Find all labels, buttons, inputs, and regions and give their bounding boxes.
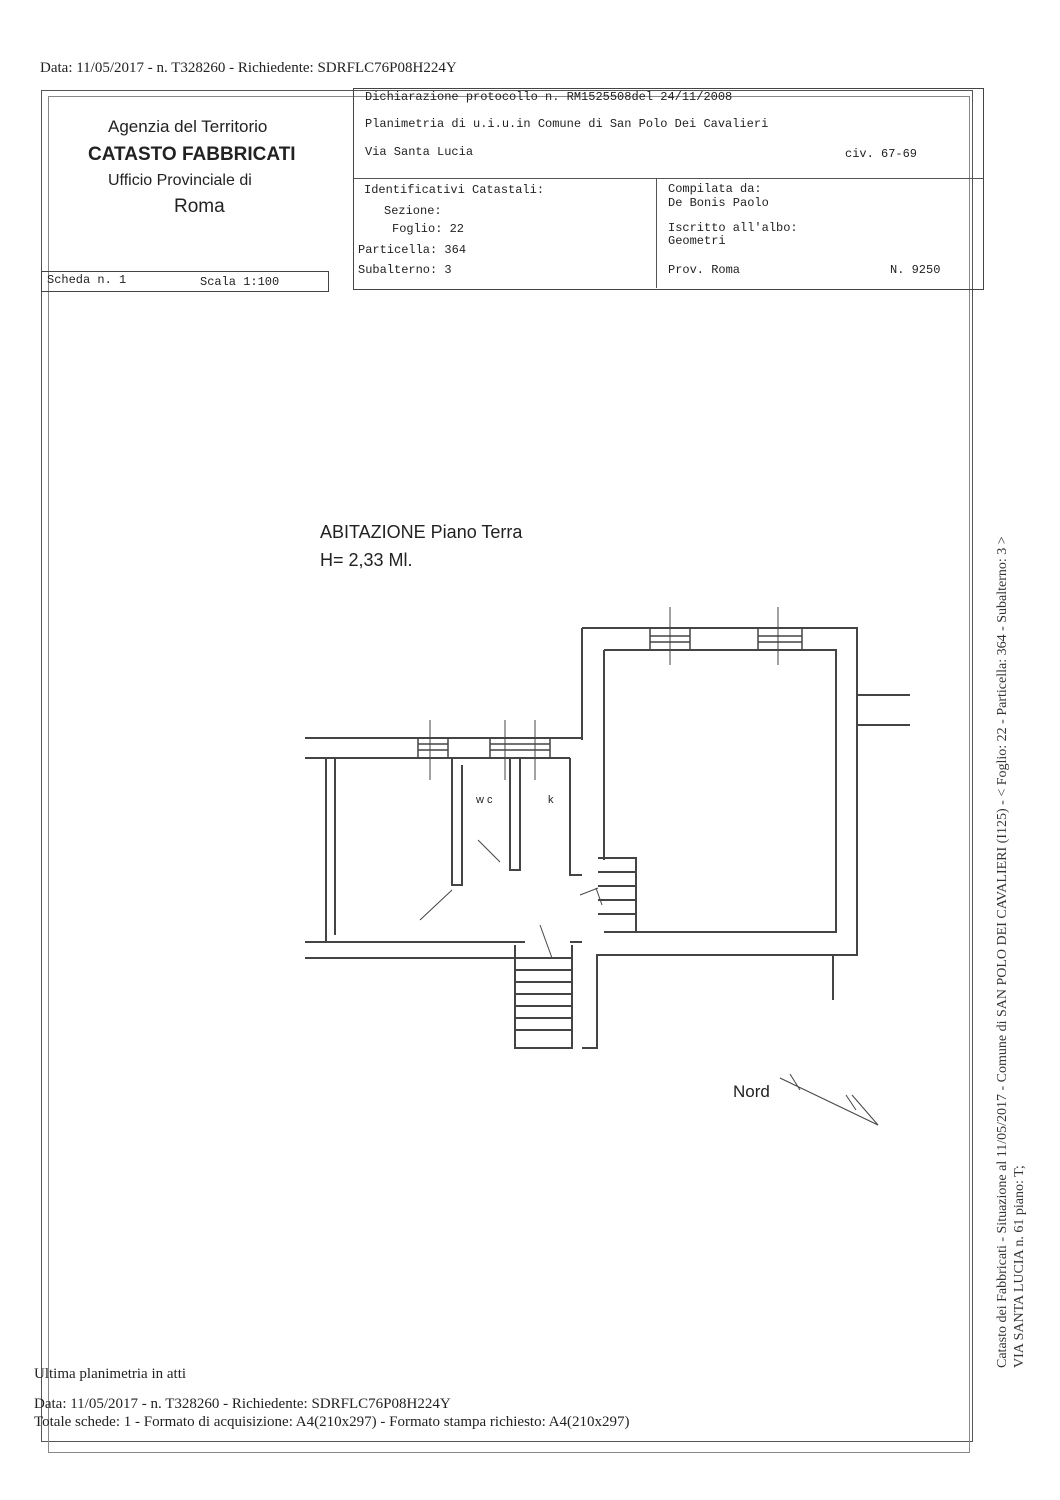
iscritto-label: Iscritto all'albo: xyxy=(668,221,798,235)
footer-ultima: Ultima planimetria in atti xyxy=(34,1366,187,1382)
window-top-2 xyxy=(758,628,802,650)
civic-number: civ. 67-69 xyxy=(845,147,918,161)
door-swing-wc xyxy=(478,840,500,862)
plan-height: H= 2,33 Ml. xyxy=(320,550,413,570)
wall-left-bottom xyxy=(305,942,582,958)
door-swing-entry xyxy=(540,925,552,958)
window-left-1 xyxy=(418,738,448,758)
stair-outline xyxy=(515,945,572,1048)
footer-totale: Totale schede: 1 - Formato di acquisizione: A4(210x297) - Formato stampa richiesto: A4(210x297) xyxy=(34,1414,630,1430)
planimetria-line: Planimetria di u.i.u.in Comune di San Polo Dei Cavalieri xyxy=(365,117,769,131)
side-situazione-line: Catasto dei Fabbricati - Situazione al 11/05/2017 - Comune di SAN POLO DEI CAVALIERI (I125) - < Foglio: 22 - Particella: 364 - Subalterno: 3 > xyxy=(995,536,1010,1368)
wall-wc-left xyxy=(452,758,462,885)
foglio-value: Foglio: 22 xyxy=(392,222,465,236)
plan-title: ABITAZIONE Piano Terra xyxy=(320,522,523,542)
address-line: Via Santa Lucia xyxy=(365,145,474,159)
stair-inner xyxy=(598,858,636,932)
wall-main-room-left xyxy=(582,628,604,860)
particella-value: Particella: 364 xyxy=(358,243,467,257)
door-swing-left xyxy=(420,890,452,920)
agency-city: Roma xyxy=(174,196,225,217)
agency-ufficio: Ufficio Provinciale di xyxy=(108,172,252,189)
wall-left-top xyxy=(305,738,582,758)
scala-value: Scala 1:100 xyxy=(200,275,280,289)
wall-k-right xyxy=(570,758,582,875)
wall-left-room xyxy=(326,758,335,942)
room-label-wc: w c xyxy=(476,794,493,806)
compilata-name: De Bonis Paolo xyxy=(668,196,769,210)
subalterno-value: Subalterno: 3 xyxy=(358,263,452,277)
wall-main-room-inner xyxy=(604,650,836,932)
agency-name: Agenzia del Territorio xyxy=(108,117,268,136)
wall-main-room-outer xyxy=(582,628,857,1048)
door-swing-main xyxy=(580,888,602,905)
agency-catasto: CATASTO FABBRICATI xyxy=(88,144,296,165)
north-arrow xyxy=(780,1074,878,1125)
wall-right-ext xyxy=(857,695,910,725)
sezione-label: Sezione: xyxy=(384,204,442,218)
stair-steps xyxy=(515,958,572,1030)
identificativi-title: Identificativi Catastali: xyxy=(364,183,545,197)
footer-data: Data: 11/05/2017 - n. T328260 - Richiedente: SDRFLC76P08H224Y xyxy=(34,1396,451,1412)
window-left-2 xyxy=(490,738,550,758)
albo-value: Geometri xyxy=(668,234,726,248)
prov-value: Prov. Roma xyxy=(668,263,741,277)
albo-number: N. 9250 xyxy=(890,263,941,277)
top-request-line: Data: 11/05/2017 - n. T328260 - Richiedente: SDRFLC76P08H224Y xyxy=(40,60,457,76)
protocol-line: Dichiarazione protocollo n. RM1525508del 24/11/2008 xyxy=(365,90,733,104)
compilata-label: Compilata da: xyxy=(668,182,762,196)
side-address-line: VIA SANTA LUCIA n. 61 piano: T; xyxy=(1012,1165,1027,1368)
wall-wc-k xyxy=(510,758,520,870)
room-label-k: k xyxy=(548,794,554,806)
north-label: Nord xyxy=(733,1082,770,1101)
wall-bottom-right xyxy=(597,955,833,1048)
scheda-number: Scheda n. 1 xyxy=(47,273,127,287)
